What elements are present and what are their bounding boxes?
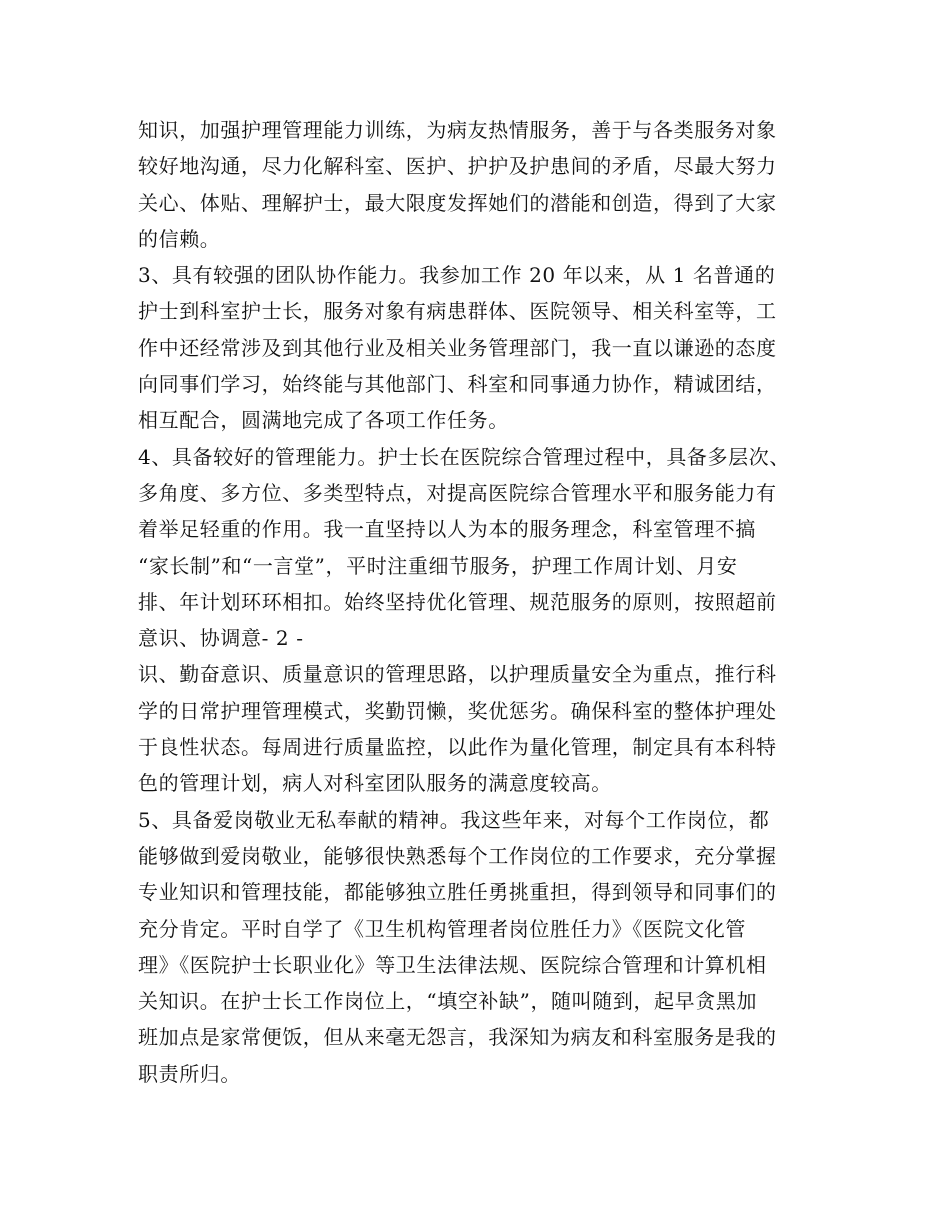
text-line: “家长制”和“一言堂”，平时注重细节服务，护理工作周计划、月安 [138, 553, 738, 578]
text-line: 4、具备较好的管理能力。护士长在医院综合管理过程中，具备多层次、 [138, 444, 790, 469]
text-line: 专业知识和管理技能，都能够独立胜任勇挑重担，得到领导和同事们的 [138, 880, 777, 905]
text-line: 的信赖。 [138, 226, 221, 251]
text-line: 班加点是家常便饭，但从来毫无怨言，我深知为病友和科室服务是我的 [138, 1025, 777, 1050]
text-line: 相互配合，圆满地完成了各项工作任务。 [138, 408, 509, 433]
text-line: 充分肯定。平时自学了《卫生机构管理者岗位胜任力》《医院文化管 [138, 916, 746, 941]
text-line: 职责所归。 [138, 1061, 241, 1086]
body-text [138, 112, 838, 1092]
text-line: 3、具有较强的团队协作能力。我参加工作 20 年以来，从 1 名普通的 [138, 263, 776, 288]
text-line: 理》《医院护士长职业化》等卫生法律法规、医院综合管理和计算机相 [138, 952, 767, 977]
text-line: 学的日常护理管理模式，奖勤罚懒，奖优惩劣。确保科室的整体护理处 [138, 698, 777, 723]
text-line: 着举足轻重的作用。我一直坚持以人为本的服务理念，科室管理不搞 [138, 517, 756, 542]
text-line: 作中还经常涉及到其他行业及相关业务管理部门，我一直以谦逊的态度 [138, 335, 777, 360]
text-line: 知识，加强护理管理能力训练，为病友热情服务，善于与各类服务对象 [138, 118, 777, 142]
text-line: 色的管理计划，病人对科室团队服务的满意度较高。 [138, 771, 612, 796]
text-line: 意识、协调意- 2 - [138, 626, 304, 651]
text-line: 向同事们学习，始终能与其他部门、科室和同事通力协作，精诚团结， [138, 372, 777, 397]
text-line: 排、年计划环环相扣。始终坚持优化管理、规范服务的原则，按照超前 [138, 589, 777, 614]
text-line: 能够做到爱岗敬业，能够很快熟悉每个工作岗位的工作要求，充分掌握 [138, 843, 777, 868]
text-line: 较好地沟通，尽力化解科室、医护、护护及护患间的矛盾，尽最大努力 [138, 154, 777, 179]
text-line: 5、具备爱岗敬业无私奉献的精神。我这些年来，对每个工作岗位，都 [138, 807, 770, 832]
text-line: 于良性状态。每周进行质量监控，以此作为量化管理，制定具有本科特 [138, 735, 777, 760]
text-line: 护士到科室护士长，服务对象有病患群体、医院领导、相关科室等，工 [138, 299, 777, 324]
text-line: 关知识。在护士长工作岗位上，“填空补缺”，随叫随到，起早贪黑加 [138, 989, 758, 1014]
text-line: 关心、体贴、理解护士，最大限度发挥她们的潜能和创造，得到了大家 [138, 190, 777, 215]
text-line: 多角度、多方位、多类型特点，对提高医院综合管理水平和服务能力有 [138, 480, 777, 505]
text-line: 识、勤奋意识、质量意识的管理思路，以护理质量安全为重点，推行科 [138, 662, 777, 687]
